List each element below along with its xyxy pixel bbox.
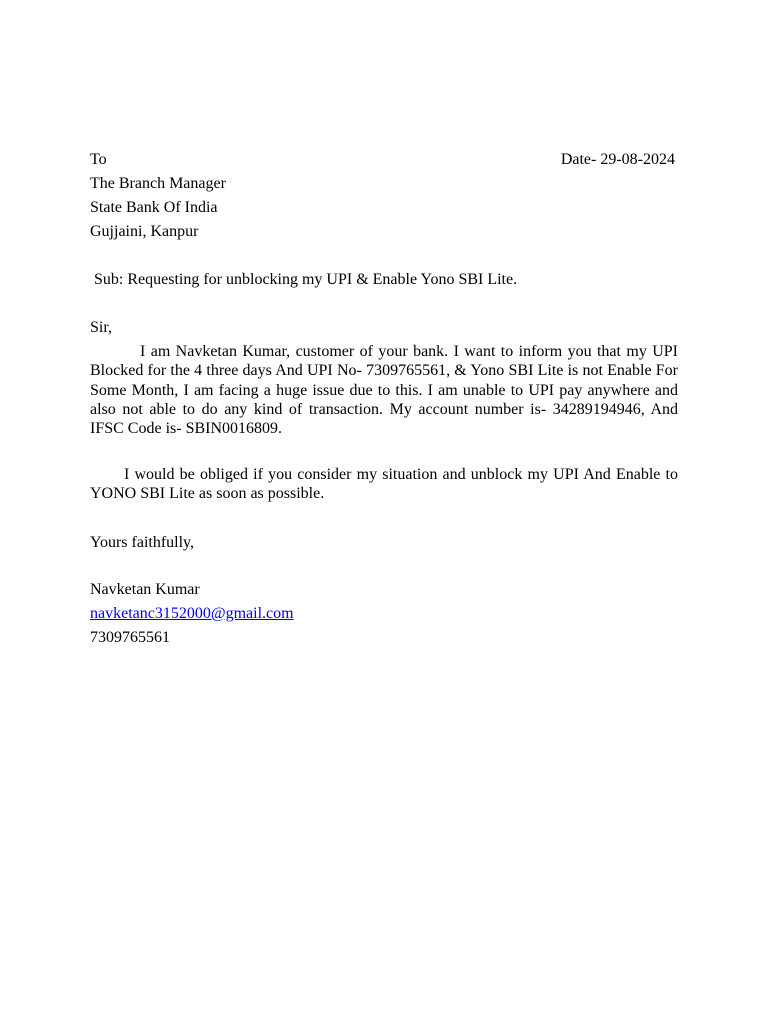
address-line-location: Gujjaini, Kanpur	[90, 223, 199, 240]
closing: Yours faithfully,	[90, 534, 195, 551]
salutation: Sir,	[90, 319, 113, 336]
body-paragraph-1: I am Navketan Kumar, customer of your bank. I want to inform you that my UPI Blocked for the 4 three days And UPI No- 7309765561, & Yono SBI Lite is not Enable For Some Month, I am facing a huge issue due to this. I am unable to UPI pay anywhere and also not able to do any kind of transaction. My account number is- 34289194946, And IFSC Code is- SBIN0016809.	[90, 343, 678, 438]
email-link[interactable]: navketanc3152000@gmail.com	[90, 605, 294, 622]
signature-phone: 7309765561	[90, 629, 170, 646]
letter-subject: Sub: Requesting for unblocking my UPI & Enable Yono SBI Lite.	[94, 271, 518, 288]
address-line-bank: State Bank Of India	[90, 199, 218, 216]
address-line-title: The Branch Manager	[90, 175, 226, 192]
recipient-to: To	[90, 151, 107, 168]
signature-name: Navketan Kumar	[90, 581, 200, 598]
letter-date: Date- 29-08-2024	[560, 151, 675, 168]
body-paragraph-2: I would be obliged if you consider my situation and unblock my UPI And Enable to YONO SBI Lite as soon as possible.	[90, 466, 678, 503]
